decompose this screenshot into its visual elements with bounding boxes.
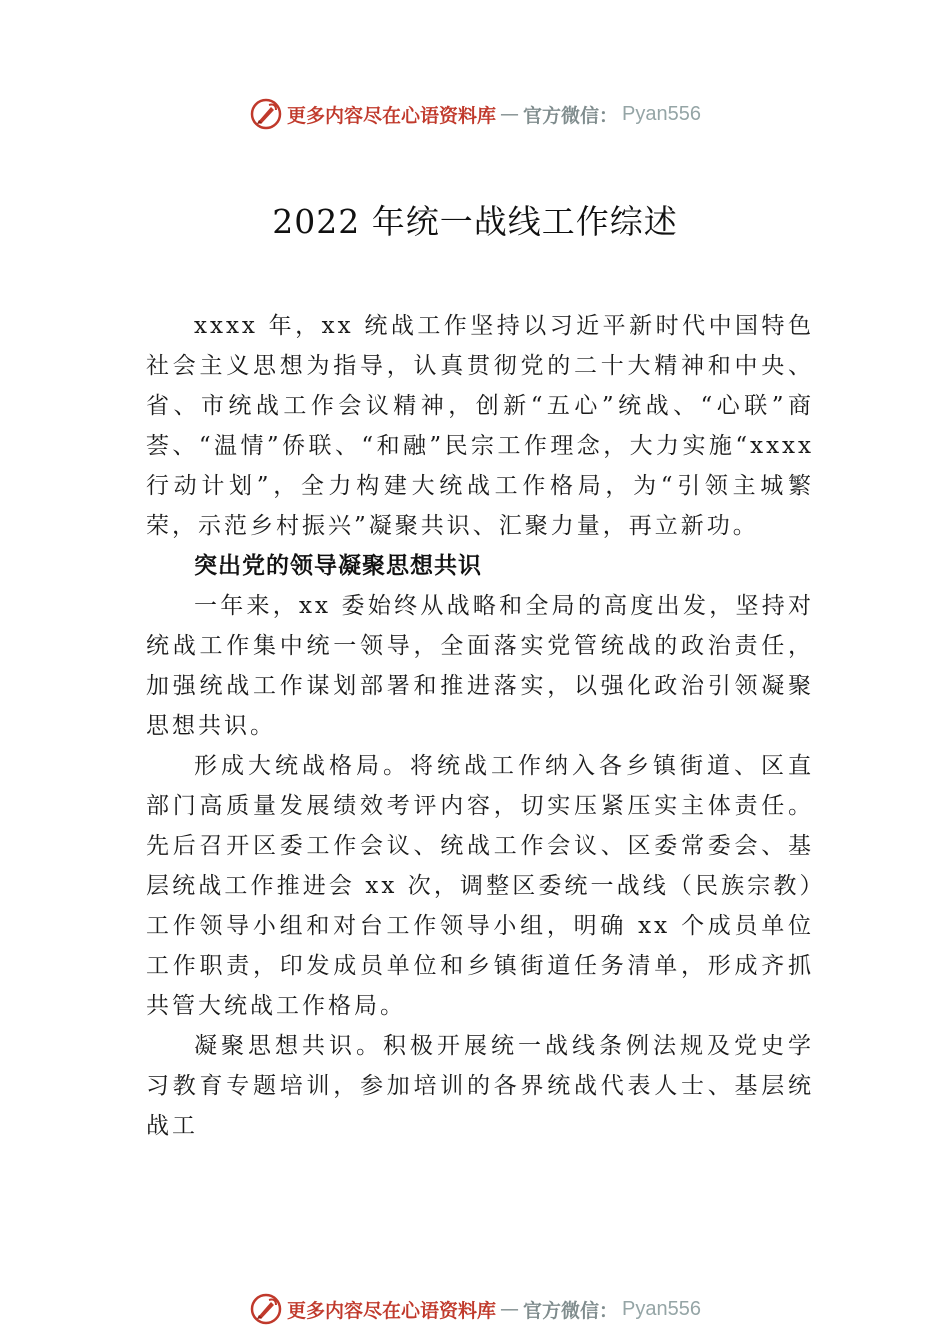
banner-separator: — [500,103,520,125]
footer-banner [0,1289,950,1329]
section-paragraph-3: 凝聚思想共识。积极开展统一战线条例法规及党史学习教育专题培训，参加培训的各界统战代表人士、基层统战工 [146,1033,814,1139]
header-banner [0,94,950,134]
document-body [146,306,814,1146]
banner-wechat-id: Pyan556 [622,102,701,125]
section-paragraph-1: 一年来，xx 委始终从战略和全局的高度出发，坚持对统战工作集中统一领导，全面落实党管统战的政治责任，加强统战工作谋划部署和推进落实，以强化政治引领凝聚思想共识。 [146,593,814,739]
pen-logo-icon [249,97,283,131]
banner-slogan: 更多内容尽在心语资料库 [287,1299,497,1322]
pen-logo-icon [249,1292,283,1326]
section-paragraph-2: 形成大统战格局。将统战工作纳入各乡镇街道、区直部门高质量发展绩效考评内容，切实压紧压实主体责任。先后召开区委工作会议、统战工作会议、区委常委会、基层统战工作推进会 xx 次，调整区委统一战线（民族宗教）工作领导小组和对台工作领导小组，明确 xx 个成员单位工作职责，印发成员单位和乡镇街道任务清单，形成齐抓共管大统战工作格局。 [146,753,814,1019]
document-title: 2022 年统一战线工作综述 [272,202,678,241]
intro-paragraph: xxxx 年，xx 统战工作坚持以习近平新时代中国特色社会主义思想为指导，认真贯彻党的二十大精神和中央、省、市统战工作会议精神，创新“五心”统战、“心联”商荟、“温情”侨联、“和融”民宗工作理念，大力实施“xxxx 行动计划”，全力构建大统战工作格局，为“引领主城繁荣，示范乡村振兴”凝聚共识、汇聚力量，再立新功。 [146,313,814,539]
banner-slogan: 更多内容尽在心语资料库 [287,104,497,127]
banner-wechat-label: 官方微信： [523,1299,619,1322]
banner-wechat-label: 官方微信： [523,104,619,127]
banner-separator: — [500,1298,520,1320]
section-heading: 突出党的领导凝聚思想共识 [194,553,482,579]
banner-wechat-id: Pyan556 [622,1297,701,1320]
